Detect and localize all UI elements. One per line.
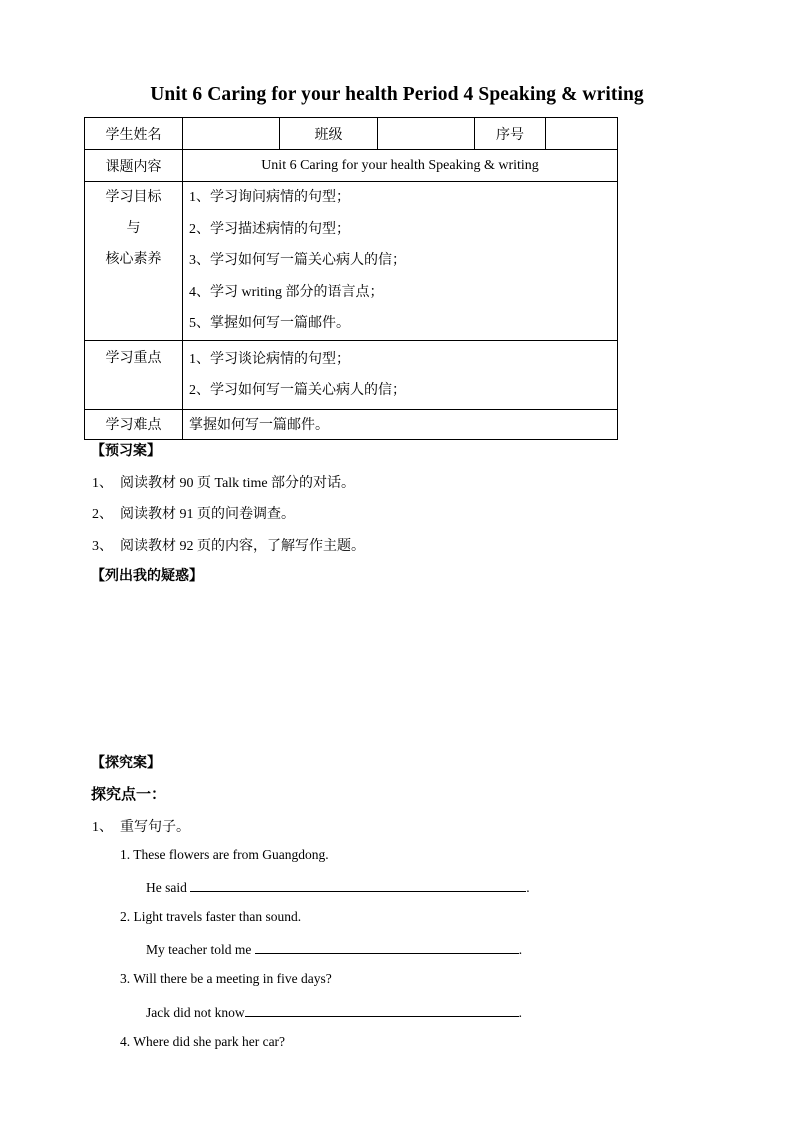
list-item [92, 472, 355, 492]
task-line [92, 816, 190, 836]
focus-list [183, 340, 618, 409]
answer-line-1 [146, 878, 530, 896]
table-row [85, 340, 618, 409]
seat-label: 序号 [475, 118, 546, 150]
item-number: 1、 [92, 476, 113, 491]
table-row [85, 409, 618, 439]
item-number: 3、 [92, 539, 113, 554]
explore-heading: 【探究案】 [91, 755, 161, 771]
explore-point-heading: 探究点一： [91, 785, 167, 803]
table-row [85, 118, 618, 150]
end-mark: . [518, 942, 523, 957]
goals-label-line: 学习目标 [105, 190, 162, 205]
item-text: 阅读教材 90 页 Talk time 部分的对话。 [120, 476, 356, 491]
list-item: 2、学习如何写一篇关心病人的信； [189, 382, 406, 398]
list-item: 3、学习如何写一篇关心病人的信； [189, 253, 406, 268]
answer-prompt: Jack did not know [146, 1005, 245, 1020]
answer-blank[interactable] [255, 940, 519, 954]
list-item: 5、掌握如何写一篇邮件。 [189, 316, 350, 331]
difficulty-value: 掌握如何写一篇邮件。 [183, 409, 618, 439]
list-item: 2、学习描述病情的句型； [189, 221, 350, 237]
answer-line-3 [146, 1003, 522, 1021]
list-item [92, 503, 295, 523]
class-field[interactable] [378, 118, 475, 150]
goals-label-line: 核心素养 [105, 252, 162, 267]
list-item [92, 535, 365, 555]
list-item: 4、学习 writing 部分的语言点； [189, 284, 384, 300]
question-3: 3. Will there be a meeting in five days? [120, 971, 332, 986]
question-2: 2. Light travels faster than sound. [120, 909, 302, 924]
list-item: 1、学习询问病情的句型； [189, 190, 350, 205]
answer-blank[interactable] [190, 878, 526, 892]
focus-label: 学习重点 [85, 340, 183, 409]
page-title: Unit 6 Caring for your health Period 4 Speaking & writing [150, 84, 644, 105]
seat-field[interactable] [546, 118, 618, 150]
table-row [85, 182, 618, 341]
question-1: 1. These flowers are from Guangdong. [120, 847, 329, 862]
preview-heading: 【预习案】 [91, 443, 161, 459]
doubts-heading: 【列出我的疑惑】 [91, 568, 203, 584]
list-item: 1、学习谈论病情的句型； [189, 351, 350, 367]
answer-prompt: He said [146, 880, 187, 895]
goals-list [183, 182, 618, 341]
topic-label: 课题内容 [85, 150, 183, 182]
student-name-label: 学生姓名 [85, 118, 183, 150]
goals-label-line: 与 [126, 221, 141, 236]
class-label: 班级 [280, 118, 378, 150]
end-mark: . [518, 1005, 522, 1020]
answer-blank[interactable] [245, 1003, 519, 1017]
answer-line-2 [146, 940, 522, 958]
item-number: 1、 [92, 820, 113, 835]
topic-value: Unit 6 Caring for your health Speaking & writing [183, 150, 618, 182]
difficulty-label: 学习难点 [85, 409, 183, 439]
goals-label [85, 182, 183, 341]
answer-prompt: My teacher told me [146, 942, 252, 957]
table-row [85, 150, 618, 182]
question-4: 4. Where did she park her car? [120, 1034, 286, 1049]
item-text: 阅读教材 92 页的内容，了解写作主题。 [120, 539, 365, 554]
end-mark: . [526, 880, 530, 895]
item-number: 2、 [92, 507, 113, 522]
item-text: 重写句子。 [120, 820, 190, 835]
info-table [84, 117, 618, 440]
item-text: 阅读教材 91 页的问卷调查。 [120, 507, 295, 522]
student-name-field[interactable] [183, 118, 280, 150]
